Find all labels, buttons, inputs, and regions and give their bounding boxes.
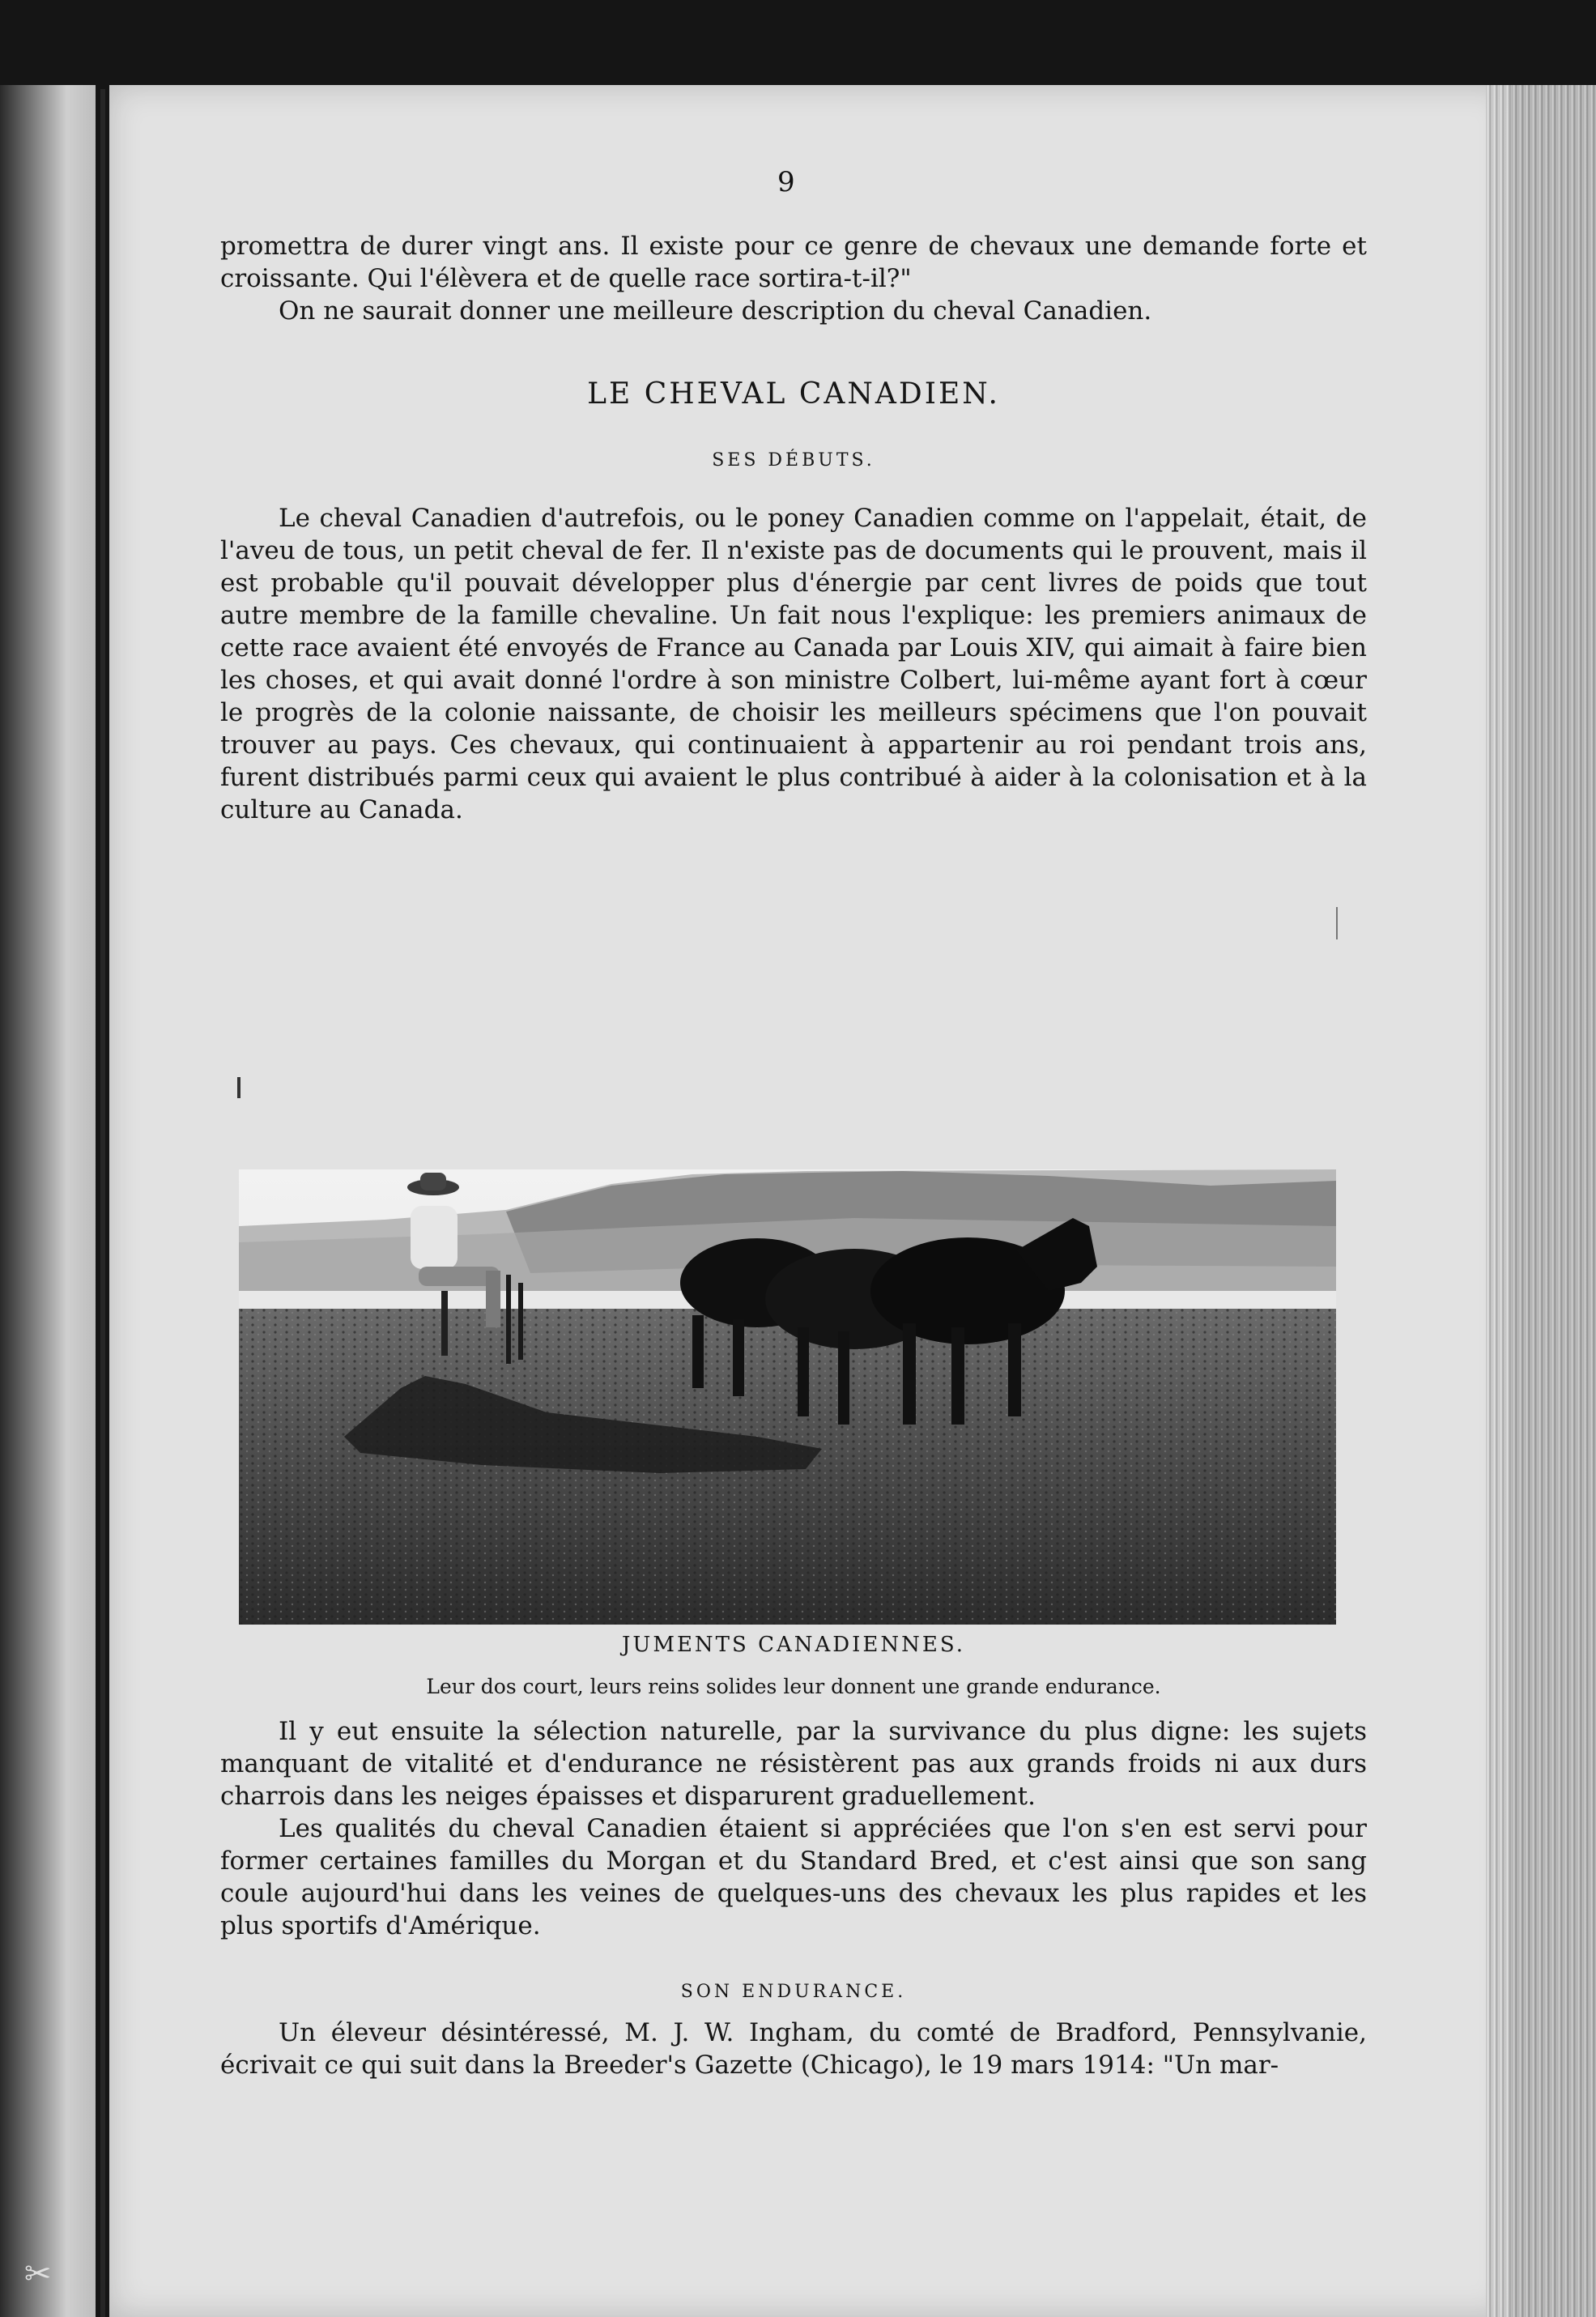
scan-mark <box>1336 907 1338 939</box>
book-page-stack-edge <box>1486 85 1596 2317</box>
book-left-page-edge <box>0 85 96 2317</box>
photo-caption-text: Leur dos court, leurs reins solides leur donnent une grande endurance. <box>426 1675 1161 1698</box>
photo-mares-plowing <box>239 1169 1336 1625</box>
endurance-paragraph: Un éleveur désintéressé, M. J. W. Ingham, du comté de Bradford, Pennsylvanie, écrivait ce qui suit dans la Breeder's Gazette (Chicago), le 19 mars 1914: "Un mar- <box>220 2018 1367 2080</box>
subsection-endurance: SON ENDURANCE. <box>680 1982 907 2002</box>
scissors-icon: ✂ <box>24 2255 52 2293</box>
lower-block <box>220 1715 1367 1942</box>
scan-mark <box>237 1077 240 1098</box>
selection-paragraph: Il y eut ensuite la sélection naturelle, par la survivance du plus digne: les sujets manquant de vitalité et d'endurance ne résistèrent pas aux grands froids ni aux durs charrois dans les neiges épaisses et disparurent graduellement. <box>220 1717 1367 1811</box>
page-number: 9 <box>777 166 795 198</box>
intro-paragraph: promettra de durer vingt ans. Il existe pour ce genre de chevaux une demande forte et croissante. Qui l'élèvera et de quelle race sortira-t-il?" <box>220 232 1367 293</box>
intro-closing: On ne saurait donner une meilleure description du cheval Canadien. <box>279 296 1152 326</box>
photo-caption-title: JUMENTS CANADIENNES. <box>621 1633 966 1657</box>
debuts-paragraph: Le cheval Canadien d'autrefois, ou le poney Canadien comme on l'appelait, était, de l'aveu de tous, un petit cheval de fer. Il n'existe pas de documents qui le prouvent, mais il est probable qu'il pouvait développer plus d'énergie par cent livres de poids que tout autre membre de la famille chevaline. Un fait nous l'explique: les premiers animaux de cette race avaient été envoyés de France au Canada par Louis XIV, qui aimait à faire bien les choses, et qui avait donné l'ordre à son ministre Colbert, lui-même ayant fort à cœur le progrès de la colonie naissante, de choisir les meilleurs spécimens que l'on pouvait trouver au pays. Ces chevaux, qui continuaient à appartenir au roi pendant trois ans, furent distribués parmi ceux qui avaient le plus contribué à aider à la colonisation et à la culture au Canada. <box>220 504 1367 824</box>
intro-block <box>220 230 1367 327</box>
subsection-debuts: SES DÉBUTS. <box>712 450 875 471</box>
section-title: LE CHEVAL CANADIEN. <box>587 377 1000 411</box>
book-spine <box>100 89 105 2317</box>
qualities-paragraph: Les qualités du cheval Canadien étaient si appréciées que l'on s'en est servi pour former certaines familles du Morgan et du Standard Bred, et c'est ainsi que son sang coule aujourd'hui dans les veines de quelques-uns des chevaux les plus rapides et les plus sportifs d'Amérique. <box>220 1814 1367 1940</box>
